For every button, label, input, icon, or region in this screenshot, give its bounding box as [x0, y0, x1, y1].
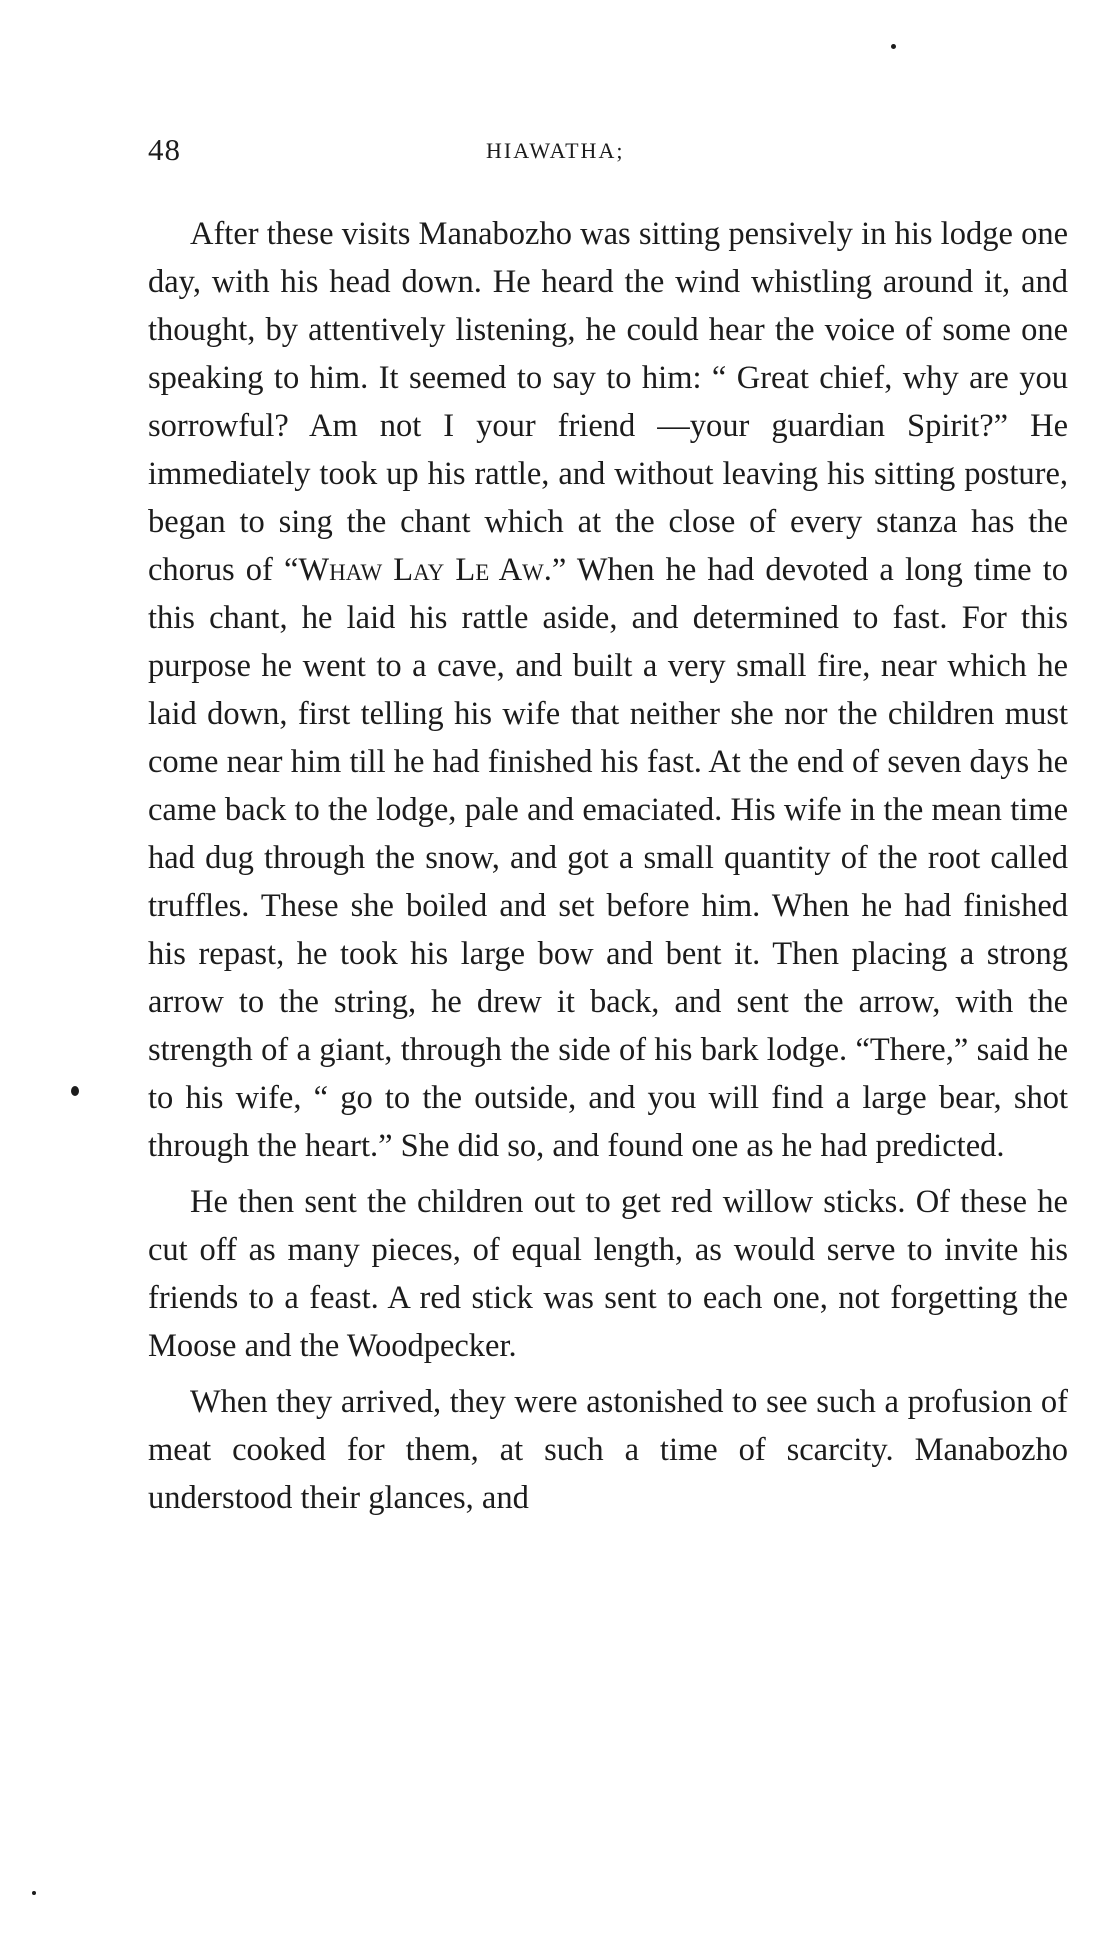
chorus-text: Whaw Lay Le Aw.: [298, 552, 552, 588]
ink-speck: [71, 1086, 79, 1096]
paragraph: When they arrived, they were astonished to see such a profusion of meat cooked for them, at such a time of scarcity. Manabozho understood their glances, and: [148, 1384, 1068, 1516]
paragraph: [148, 210, 1068, 1170]
paragraph: He then sent the children out to get red willow sticks. Of these he cut off as many pieces, of equal length, as would serve to invite his friends to a feast. A red stick was sent to each one, not forgetting the Moose and the Woodpecker.: [148, 1184, 1068, 1364]
running-head: HIAWATHA;: [486, 138, 625, 163]
page-number: 48: [148, 132, 181, 167]
ink-speck: [32, 1891, 36, 1895]
page-header: [148, 132, 1068, 172]
body-text: [148, 210, 1068, 1522]
paragraph-text: After these visits Manabozho was sitting pensively in his lodge one day, with his head down. He heard the wind whistling around it, and thought, by attentively listening, he could hear the voice of some one speaking to him. It seemed to say to him: “ Great chief, why are you sorrowful? Am not I your friend —your guardian Spirit?” He immediately took up his rattle, and without leaving his sitting posture, began to sing the chant which at the close of every stanza has the chorus of “: [148, 216, 1068, 588]
ink-speck: [891, 44, 896, 49]
paragraph-text: ” When he had devoted a long time to this chant, he laid his rattle aside, and determined to fast. For this purpose he went to a cave, and built a very small fire, near which he laid down, first telling his wife that neither she nor the children must come near him till he had finished his fast. At the end of seven days he came back to the lodge, pale and emaciated. His wife in the mean time had dug through the snow, and got a small quantity of the root called truffles. These she boiled and set before him. When he had finished his repast, he took his large bow and bent it. Then placing a strong arrow to the string, he drew it back, and sent the arrow, with the strength of a giant, through the side of his bark lodge. “There,” said he to his wife, “ go to the outside, and you will find a large bear, shot through the heart.” She did so, and found one as he had predicted.: [148, 552, 1068, 1164]
